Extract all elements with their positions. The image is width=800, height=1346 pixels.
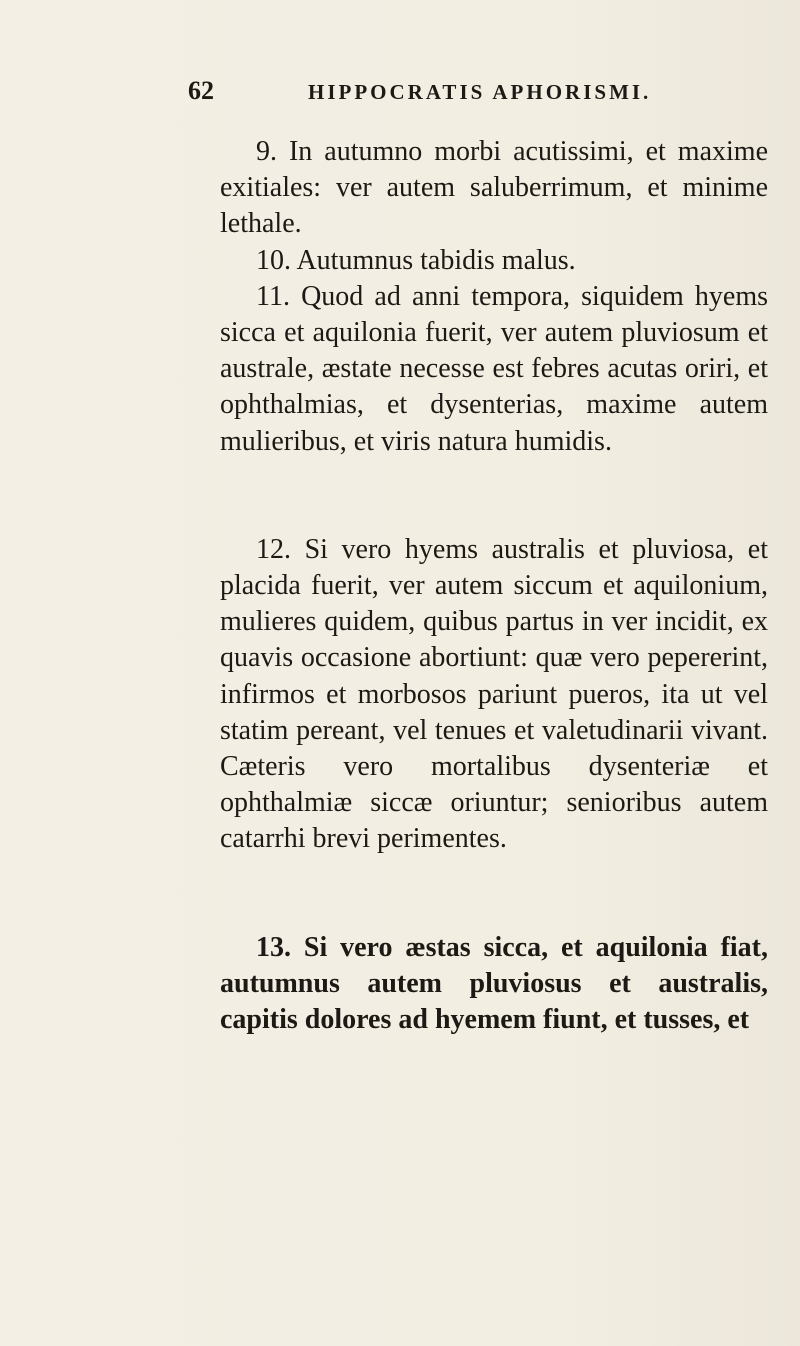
aphorism-9: 9. In autumno morbi acutissimi, et maxime exitiales: ver autem saluberrimum, et minime lethale. [220, 136, 768, 240]
aphorism-12: 12. Si vero hyems australis et pluviosa, et placida fuerit, ver autem siccum et aquilonium, mulieres quidem, quibus partus in ver incidit, ex quavis occasione abortiunt: quæ vero pepererint, infirmos et morbosos pariunt pueros, ita ut vel statim pereant, vel tenues et valetudinarii vivant. Cæteris vero mortalibus dysenteriæ et ophthalmiæ siccæ oriuntur; senioribus autem catarrhi brevi perimentes. [220, 533, 768, 855]
aphorism-10: 10. Autumnus tabidis malus. [256, 244, 576, 276]
aphorism-13: 13. Si vero æstas sicca, et aquilonia fiat, autumnus autem pluviosus et australis, capitis dolores ad hyemem fiunt, et tusses, et [220, 931, 768, 1036]
page-number: 62 [188, 76, 214, 105]
running-title: HIPPOCRATIS APHORISMI. [308, 80, 652, 104]
page-header [188, 72, 688, 112]
aphorisms-text [220, 134, 768, 1038]
aphorism-11: 11. Quod ad anni tempora, siquidem hyems sicca et aquilonia fuerit, ver autem pluviosum et australe, æstate necesse est febres acutas oriri, et ophthalmias, et dysenterias, maxime autem mulieribus, et viris natura humidis. [220, 280, 768, 457]
